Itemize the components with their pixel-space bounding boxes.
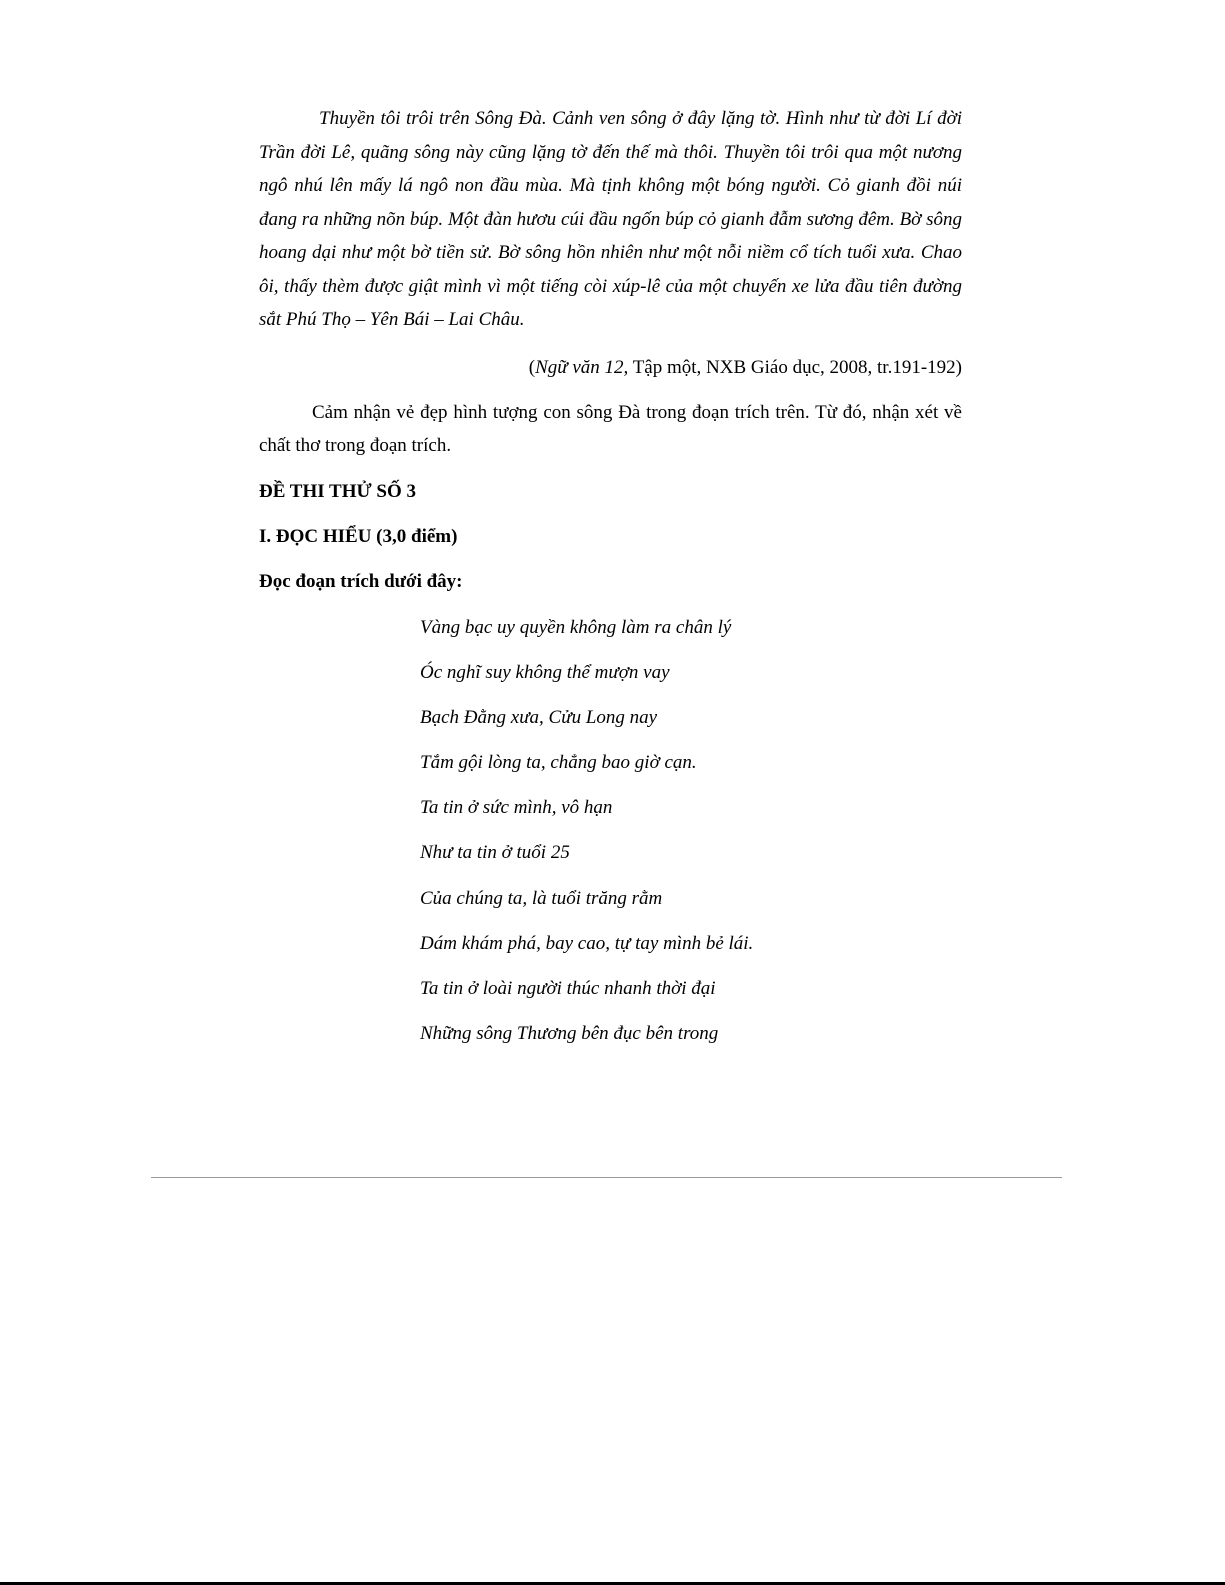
poem-line: Ta tin ở sức mình, vô hạn [420,797,613,819]
citation-open: ( [528,356,536,378]
page-divider [151,1177,1062,1178]
excerpt-citation [259,351,962,384]
poem-line: Vàng bạc uy quyền không làm ra chân lý [420,616,732,638]
poem-line: Bạch Đằng xưa, Cửu Long nay [420,706,658,728]
poem-line: Dám khám phá, bay cao, tự tay mình bẻ lái. [420,932,754,954]
poem-line: Của chúng ta, là tuổi trăng rằm [420,887,663,909]
reading-instruction: Đọc đoạn trích dưới đây: [259,570,463,592]
poem-line: Óc nghĩ suy không thể mượn vay [420,661,670,683]
essay-task: Cảm nhận vẻ đẹp hình tượng con sông Đà trong đoạn trích trên. Từ đó, nhận xét về chất thơ trong đoạn trích. [259,401,962,456]
citation-book-title: Ngữ văn 12, [535,356,629,378]
poem [259,611,962,1051]
exam-title: ĐỀ THI THỬ SỐ 3 [259,480,416,502]
poem-line: Những sông Thương bên đục bên trong [420,1023,719,1045]
poem-line: Ta tin ở loài người thúc nhanh thời đại [420,978,716,999]
document-content [259,102,962,1062]
section-heading: I. ĐỌC HIỂU (3,0 điểm) [259,525,458,547]
literary-excerpt: Thuyền tôi trôi trên Sông Đà. Cảnh ven sông ở đây lặng tờ. Hình như từ đời Lí đời Trần đời Lê, quãng sông này cũng lặng tờ đến thế mà thôi. Thuyền tôi trôi qua một nương ngô nhú lên mấy lá ngô non đầu mùa. Mà tịnh không một bóng người. Cỏ gianh đồi núi đang ra những nõn búp. Một đàn hươu cúi đầu ngốn búp cỏ gianh đẫm sương đêm. Bờ sông hoang dại như một bờ tiền sử. Bờ sông hồn nhiên như một nỗi niềm cổ tích tuổi xưa. Chao ôi, thấy thèm được giật mình vì một tiếng còi xúp-lê của một chuyến xe lửa đầu tiên đường sắt Phú Thọ – Yên Bái – Lai Châu. [259,108,962,330]
poem-line: Tắm gội lòng ta, chẳng bao giờ cạn. [420,752,697,774]
poem-line: Như ta tin ở tuổi 25 [420,842,570,864]
citation-details: Tập một, NXB Giáo dục, 2008, tr.191-192) [628,356,962,378]
